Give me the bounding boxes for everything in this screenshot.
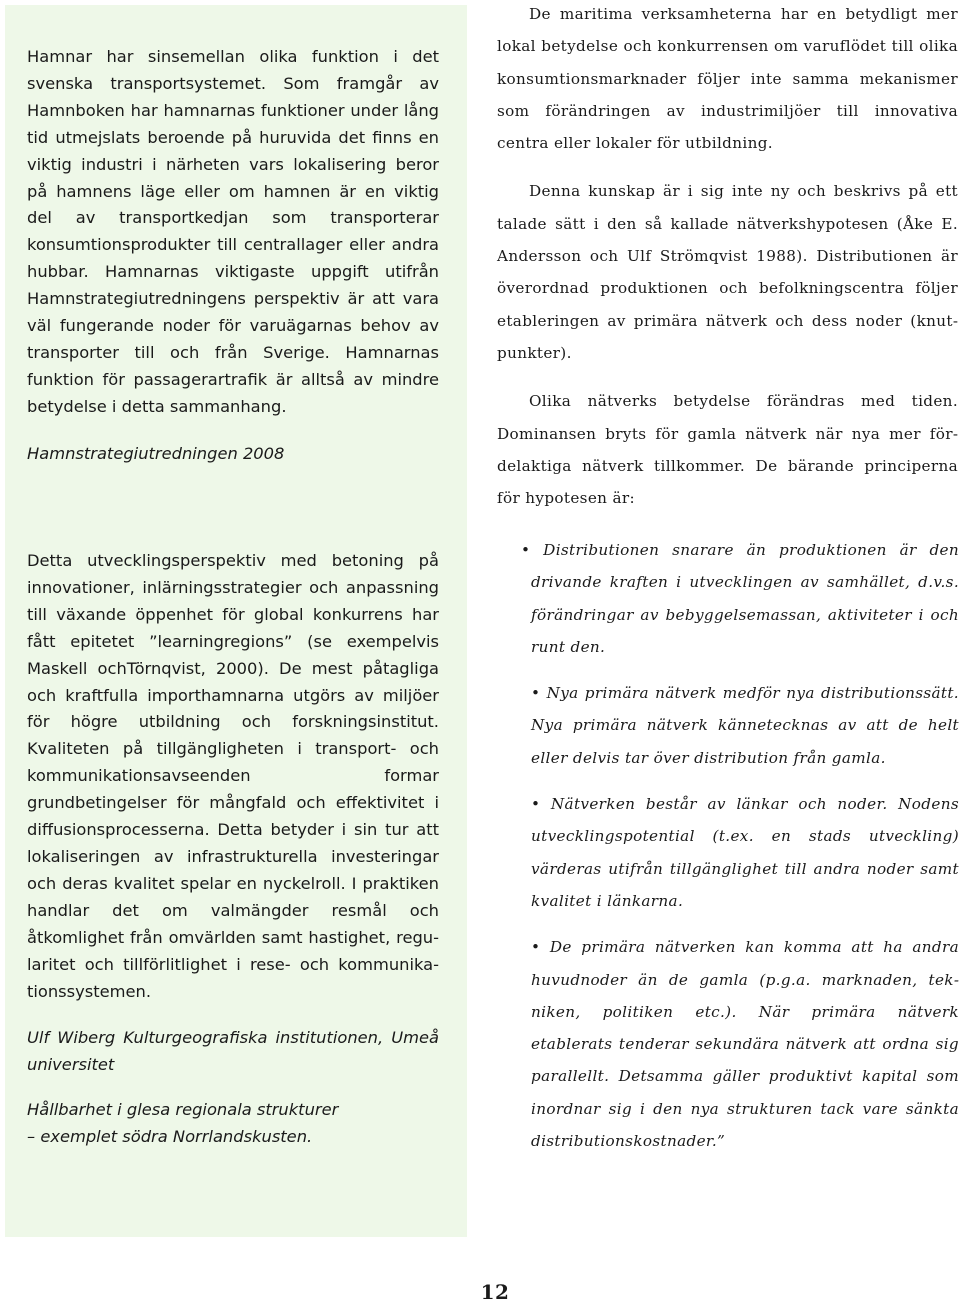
- principles-list: [521, 534, 959, 1171]
- development-quote-author: Ulf Wiberg Kulturgeografiska institutionen, Umeå universitet: [27, 1028, 439, 1075]
- paragraph-principles-intro: Olika nätverks betydelse förändras med tiden. Dominansen bryts för gamla nätverk när nya mer fördelaktiga nätverk tillkommer. De bärande principerna för hypotesen är:: [497, 392, 958, 508]
- paragraph-maritime: De maritima verksamheterna har en betydligt mer lokal betydelse och konkurrensen om varuflödet till olika konsumtionsmarknader följer inte samma mekanismer som förändringen av industrimiljöer till innovativa centra eller lokaler för utbildning.: [497, 5, 958, 153]
- harbour-quote-block: [27, 44, 439, 468]
- list-item: • Nya primära nätverk medför nya distributionssätt. Nya primära nätverk kännetecknas av att de helt eller delvis tar över distribution från gamla.: [531, 684, 959, 767]
- list-item: • Nätverken består av länkar och noder. Nodens utvecklingspotential (t.ex. en stads utveckling) värderas utifrån tillgänglighet till andra noder samt kvalitet i länkarna.: [531, 795, 959, 910]
- list-item: • Distributionen snarare än produktionen är den drivande kraften i utvecklingen av samhället, d.v.s. förändringar av bebyggelsemassan, aktiviteter i och runt den.: [521, 541, 959, 656]
- paragraph-network-hypothesis: Denna kunskap är i sig inte ny och beskrivs på ett talade sätt i den så kallade nätverkshypotesen (Åke E. Andersson och Ulf Strömqvist 1988). Distributionen är överordnad produktionen och befolkningscentra följer etableringen av primära nätverk och dess noder (knutpunkter).: [497, 182, 958, 362]
- development-quote-title-line1: Hållbarhet i glesa regionala strukturer: [27, 1100, 339, 1120]
- list-item: • De primära nätverken kan komma att ha andra huvudnoder än de gamla (p.g.a. marknaden, tekniken, politiken etc.). När primära nätverk etablerats tenderar sekundära nätverk att ordna sig parallellt. Detsamma gäller produktivt kapital som inordnar sig i den nya strukturen tack vare sänkta distributionskostnader.”: [531, 938, 959, 1151]
- main-text-column: [497, 0, 958, 514]
- development-quote-title-line2: – exemplet södra Norrlandskusten.: [27, 1127, 313, 1147]
- harbour-quote-source: Hamnstrategiutredningen 2008: [27, 443, 285, 463]
- harbour-quote-text: Hamnar har sinsemellan olika funktion i det svenska transportsystemet. Som framgår av Hamnboken har hamnarnas funktioner under lång tid utmejslats beroende på huruvida det finns en viktig industri i närheten vars lokalisering beror på hamnens läge eller om hamnen är en viktig del av transportkedjan som transporterar konsumtionsprodukter till centrallager eller andra hubbar. Hamnarnas viktigaste uppgift utifrån Hamnstrategiutredningens perspektiv är att vara väl fungerande noder för varuägarnas behov av transporter till och från Sverige. Hamnarnas funktion för passagerartrafik är alltså av mindre betydelse i detta sammanhang.: [27, 47, 439, 416]
- development-quote-text: Detta utvecklingsperspektiv med betoning på innovationer, inlärningsstrategier och anpassning till växande öppenhet för global konkurrens har fått epitetet ”learningregions” (se exempelvis Maskell ochTörnqvist, 2000). De mest påtagliga och kraftfulla importhamnarna utgörs av miljöer för högre utbildning och forskningsinstitut. Kvaliteten på tillgängligheten i transport- och kommunikationsavseenden formar grundbetingelser för mångfald och effektivitet i diffusionsprocesserna. Detta betyder i sin tur att lokaliseringen av infrastrukturella investeringar och deras kvalitet spelar en nyckelroll. I praktiken handlar det om valmängder resmål och åtkomlighet från omvärlden samt hastighet, regularitet och tillförlitlighet i rese- och kommunikationssystemen.: [27, 551, 439, 1001]
- page-number: 12: [480, 1280, 510, 1304]
- development-quote-block: [27, 548, 439, 1151]
